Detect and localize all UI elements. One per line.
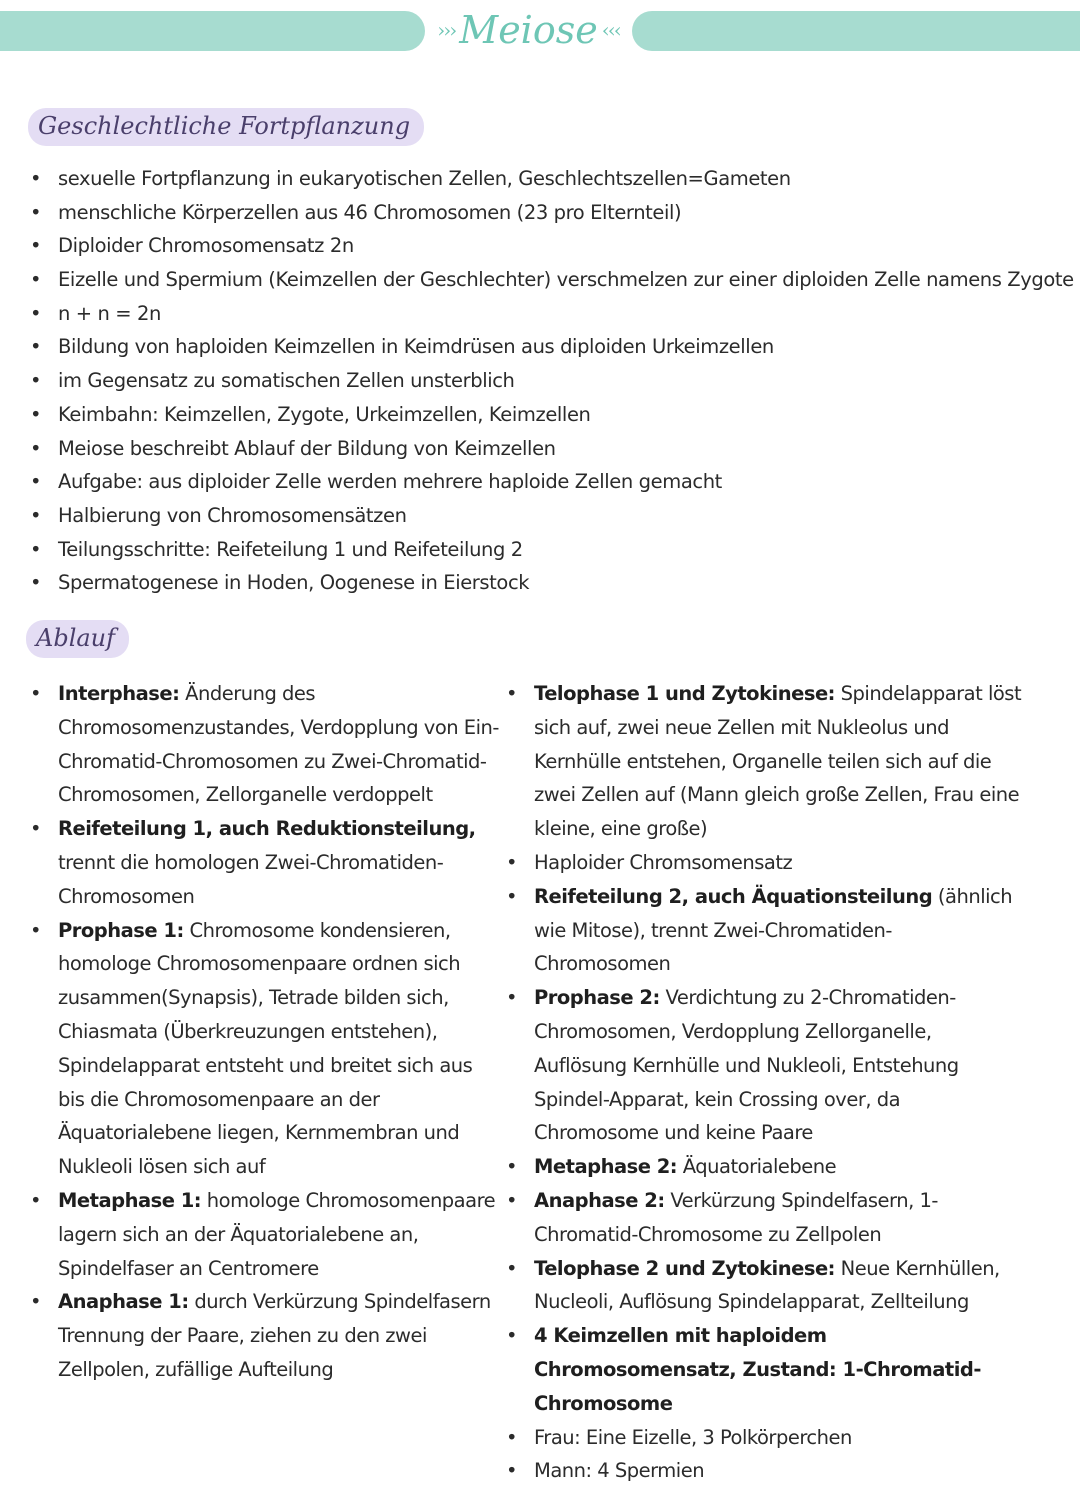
bullet-icon: • — [506, 1459, 518, 1483]
ablauf-list-item — [504, 880, 1024, 981]
bullet-icon: • — [30, 167, 42, 190]
ablauf-right-column — [504, 677, 1024, 1488]
section-heading-fortpflanzung: Geschlechtliche Fortpflanzung — [28, 108, 424, 146]
item-term: 4 Keimzellen mit haploidem Chromosomensatz, Zustand: 1-Chromatid-Chromosome — [534, 1324, 981, 1415]
ablauf-list-item — [504, 1319, 1024, 1420]
intro-list-item — [28, 196, 1048, 230]
item-description: Änderung des Chromosomenzustandes, Verdopplung von Ein-Chromatid-Chromosomen zu Zwei-Chromatid-Chromosomen, Zellorganelle verdoppelt — [58, 682, 499, 807]
bullet-icon: • — [30, 918, 42, 942]
ablauf-list-item — [28, 914, 503, 1184]
intro-list-item — [28, 533, 1048, 567]
ablauf-list-item — [28, 1285, 503, 1386]
item-description: durch Verkürzung Spindelfasern Trennung der Paare, ziehen zu den zwei Zellpolen, zufällige Aufteilung — [58, 1290, 491, 1381]
intro-list-item — [28, 465, 1048, 499]
section-heading-ablauf: Ablauf — [26, 620, 129, 658]
item-term: Metaphase 2: — [534, 1155, 678, 1179]
ablauf-list-item — [28, 812, 503, 913]
title-banner — [0, 0, 1080, 60]
intro-list-item — [28, 432, 1048, 466]
intro-item-text: im Gegensatz zu somatischen Zellen unsterblich — [58, 369, 515, 393]
intro-list-item — [28, 162, 1048, 196]
bullet-icon: • — [30, 537, 42, 561]
intro-item-text: Keimbahn: Keimzellen, Zygote, Urkeimzellen, Keimzellen — [58, 402, 591, 426]
banner-bar-right — [632, 11, 1080, 51]
intro-item-text: menschliche Körperzellen aus 46 Chromosomen (23 pro Elternteil) — [58, 200, 682, 224]
bullet-icon: • — [506, 850, 518, 874]
bullet-icon: • — [506, 1324, 518, 1348]
intro-item-text: Aufgabe: aus diploider Zelle werden mehrere haploide Zellen gemacht — [58, 470, 722, 494]
item-term: Anaphase 2: — [534, 1188, 665, 1212]
bullet-icon: • — [30, 268, 42, 292]
ablauf-list-item — [28, 677, 503, 812]
ablauf-list-item — [28, 1184, 503, 1285]
bullet-icon: • — [506, 1425, 518, 1449]
bullet-icon: • — [30, 335, 42, 359]
item-term: Reifeteilung 1, auch Reduktionsteilung, — [58, 817, 476, 841]
intro-item-text: Eizelle und Spermium (Keimzellen der Geschlechter) verschmelzen zur einer diploiden Zelle namens Zygote — [58, 268, 1074, 292]
bullet-icon: • — [30, 402, 42, 426]
item-term: Prophase 2: — [534, 986, 660, 1010]
intro-item-text: Meiose beschreibt Ablauf der Bildung von Keimzellen — [58, 436, 556, 460]
bullet-icon: • — [506, 884, 518, 908]
item-description: homologe Chromosomenpaare lagern sich an der Äquatorialebene an, Spindelfaser an Centromere — [58, 1188, 496, 1280]
bullet-icon: • — [506, 986, 518, 1010]
intro-list-item — [28, 229, 1048, 263]
intro-list-item — [28, 499, 1048, 533]
intro-list-item — [28, 330, 1048, 364]
bullet-icon: • — [30, 470, 42, 494]
item-term: Metaphase 1: — [58, 1188, 202, 1212]
intro-list-item — [28, 297, 1048, 331]
bullet-icon: • — [30, 200, 42, 224]
item-description: (ähnlich wie Mitose), trennt Zwei-Chromatiden-Chromosomen — [534, 884, 1013, 976]
intro-item-text: Spermatogenese in Hoden, Oogenese in Eierstock — [58, 571, 530, 595]
intro-item-text: Diploider Chromosomensatz 2n — [58, 234, 354, 258]
ablauf-list-item — [504, 677, 1024, 846]
bullet-icon: • — [30, 234, 42, 258]
item-term: Anaphase 1: — [58, 1290, 189, 1314]
intro-item-text: Teilungsschritte: Reifeteilung 1 und Reifeteilung 2 — [58, 537, 523, 561]
title-arrows-left: ››› — [437, 18, 456, 42]
item-description: Chromosome kondensieren, homologe Chromosomenpaare ordnen sich zusammen(Synapsis), Tetrade bilden sich, Chiasmata (Überkreuzungen entstehen), Spindelapparat entsteht und breitet sich aus bis die Chromosomenpaare an der Äquatorialebene liegen, Kernmembran und Nukleoli lösen sich auf — [58, 918, 473, 1179]
bullet-icon: • — [30, 817, 42, 841]
bullet-icon: • — [30, 1188, 42, 1212]
bullet-icon: • — [30, 436, 42, 460]
ablauf-left-column — [28, 677, 503, 1387]
intro-list-item — [28, 364, 1048, 398]
bullet-icon: • — [30, 369, 42, 393]
ablauf-list-item — [504, 1421, 1024, 1455]
item-description: Haploider Chromsomensatz — [534, 850, 793, 874]
page-title — [425, 0, 632, 60]
item-description: Mann: 4 Spermien — [534, 1459, 705, 1483]
title-text: Meiose — [459, 8, 598, 52]
intro-list-item — [28, 263, 1074, 297]
ablauf-list-item — [504, 1150, 1024, 1184]
bullet-icon: • — [30, 682, 42, 705]
intro-list-item — [28, 566, 1048, 600]
bullet-icon: • — [506, 1155, 518, 1179]
ablauf-list-item — [504, 1184, 1024, 1252]
title-arrows-right: ‹‹‹ — [601, 18, 620, 42]
ablauf-list-item — [504, 981, 1024, 1150]
intro-item-text: Halbierung von Chromosomensätzen — [58, 503, 407, 527]
item-description: Frau: Eine Eizelle, 3 Polkörperchen — [534, 1425, 852, 1449]
intro-bullet-list — [28, 162, 1074, 600]
bullet-icon: • — [506, 1256, 518, 1280]
intro-item-text: Bildung von haploiden Keimzellen in Keimdrüsen aus diploiden Urkeimzellen — [58, 335, 774, 359]
ablauf-list-item — [504, 846, 1024, 880]
ablauf-list-item — [504, 1252, 1024, 1320]
item-description: trennt die homologen Zwei-Chromatiden-Chromosomen — [58, 850, 444, 908]
bullet-icon: • — [30, 1290, 42, 1314]
intro-item-text: n + n = 2n — [58, 301, 161, 325]
banner-bar-left — [0, 11, 425, 51]
item-term: Interphase: — [58, 682, 180, 705]
ablauf-list-item — [504, 1454, 1024, 1488]
item-term: Prophase 1: — [58, 918, 184, 942]
bullet-icon: • — [506, 682, 518, 705]
bullet-icon: • — [506, 1188, 518, 1212]
bullet-icon: • — [30, 301, 42, 325]
item-term: Telophase 2 und Zytokinese: — [534, 1256, 835, 1280]
item-description: Neue Kernhüllen, Nucleoli, Auflösung Spindelapparat, Zellteilung — [534, 1256, 1000, 1314]
intro-item-text: sexuelle Fortpflanzung in eukaryotischen Zellen, Geschlechtszellen=Gameten — [58, 167, 791, 190]
item-term: Reifeteilung 2, auch Äquationsteilung — [534, 884, 933, 908]
bullet-icon: • — [30, 503, 42, 527]
item-description: Verdichtung zu 2-Chromatiden-Chromosomen, Verdopplung Zellorganelle, Auflösung Kernhülle und Nukleoli, Entstehung Spindel-Apparat, kein Crossing over, da Chromosome und keine Paare — [534, 986, 959, 1145]
bullet-icon: • — [30, 571, 42, 595]
item-description: Äquatorialebene — [677, 1155, 837, 1179]
item-description: Spindelapparat löst sich auf, zwei neue Zellen mit Nukleolus und Kernhülle entstehen, Organelle teilen sich auf die zwei Zellen auf (Mann gleich große Zellen, Frau eine kleine, eine große) — [534, 682, 1022, 841]
item-description: Verkürzung Spindelfasern, 1-Chromatid-Chromosome zu Zellpolen — [534, 1188, 938, 1246]
intro-list-item — [28, 398, 1048, 432]
item-term: Telophase 1 und Zytokinese: — [534, 682, 835, 705]
